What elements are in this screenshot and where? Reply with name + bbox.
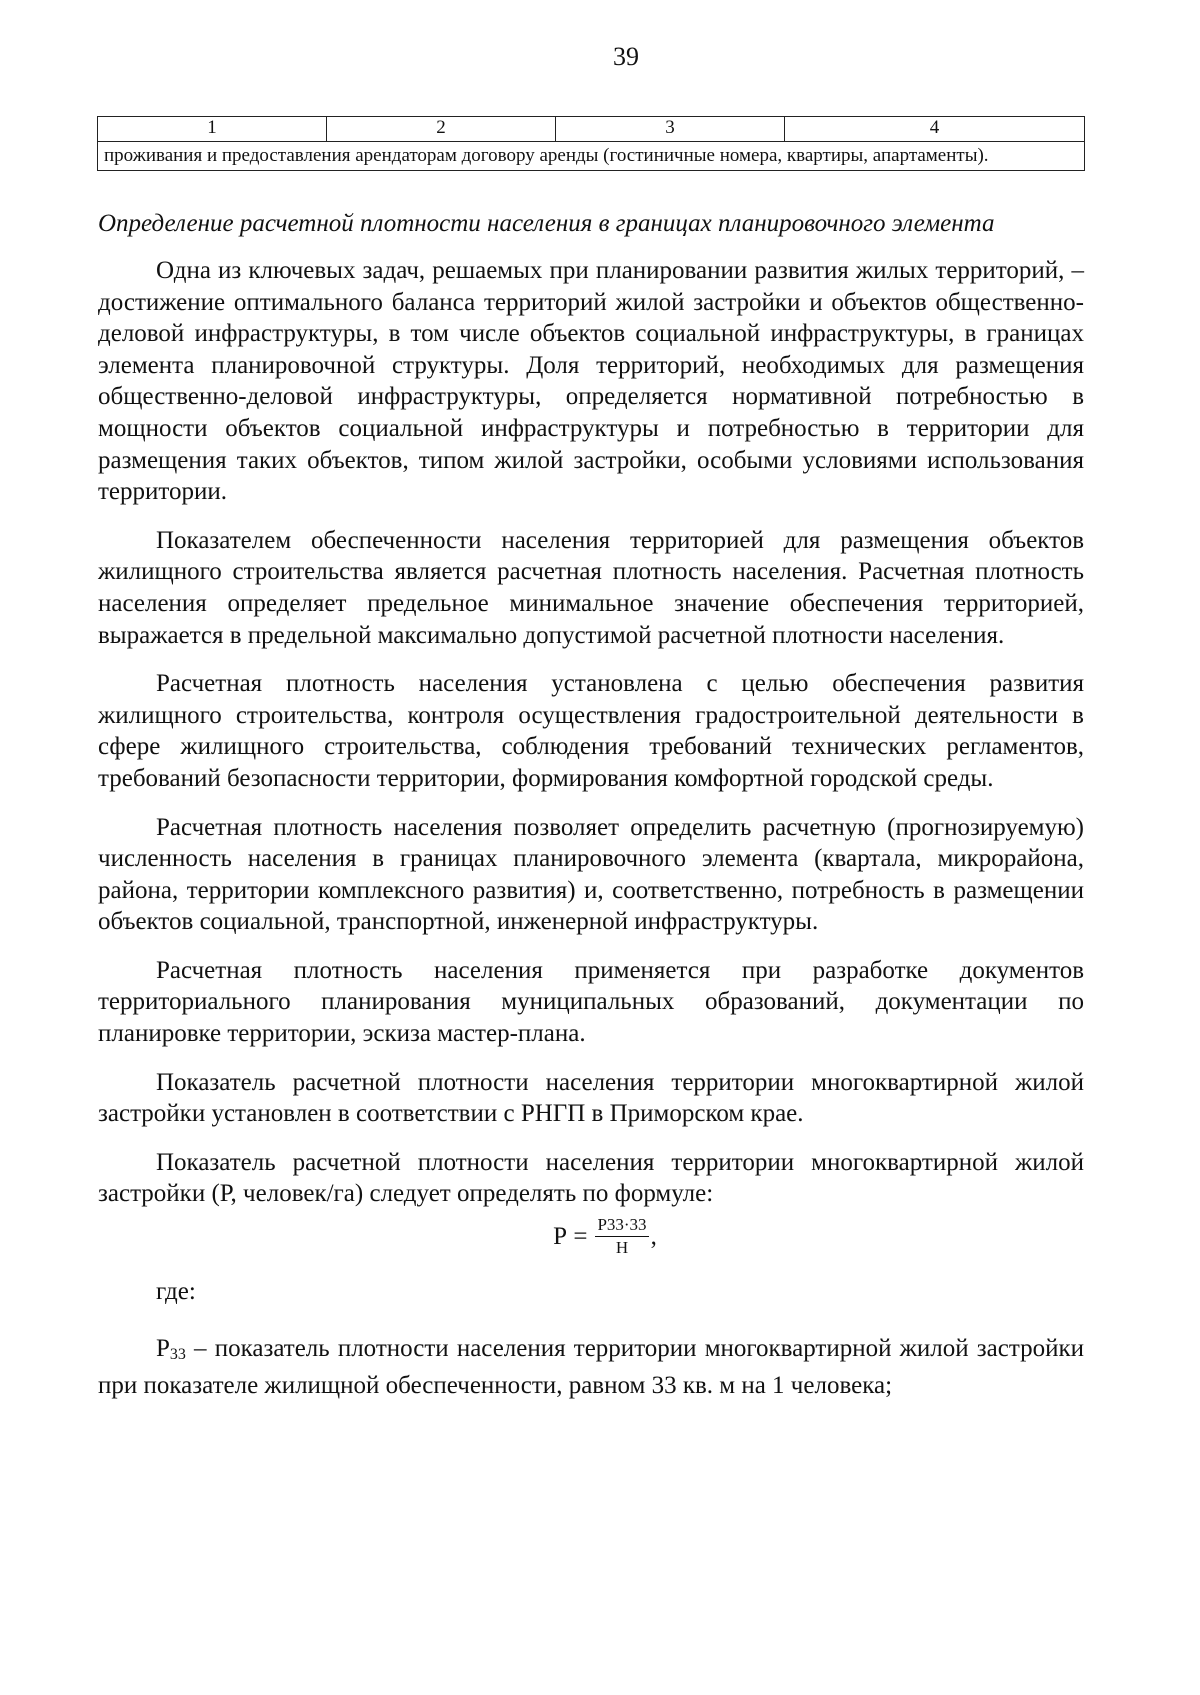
definition-text: – показатель плотности населения территории многоквартирной жилой застройки при показателе жилищной обеспеченности, равном 33 кв. м на 1 человека; (98, 1334, 1084, 1400)
paragraph: Показатель расчетной плотности населения территории многоквартирной жилой застройки установлен в соответствии с РНГП в Приморском крае. (98, 1068, 1084, 1128)
paragraph: Одна из ключевых задач, решаемых при планировании развития жилых территорий, – достижение оптимального баланса территорий жилой застройки и объектов общественно-деловой инфраструктуры, в том числе объектов социальной инфраструктуры, в границах элемента планировочной структуры. Доля территорий, необходимых для размещения общественно-деловой инфраструктуры, определяется нормативной потребностью в мощности объектов социальной инфраструктуры и потребностью в территории для размещения таких объектов, типом жилой застройки, особыми условиями использования территории. (98, 257, 1084, 506)
definition-symbol-subscript: 33 (169, 1345, 186, 1363)
table-header-row (98, 117, 1085, 142)
section-title: Определение расчетной плотности населения в границах планировочного элемента (98, 210, 995, 237)
formula-numerator: Р33·33 (595, 1215, 648, 1237)
paragraph: Расчетная плотность населения применяется при разработке документов территориального планирования муниципальных образований, документации по планировке территории, эскиза мастер-плана. (98, 956, 1084, 1048)
definition-symbol: Р (156, 1334, 170, 1362)
table-header-cell: 2 (327, 117, 556, 142)
document-body (98, 207, 1084, 1402)
table-header-cell: 3 (556, 117, 785, 142)
formula-fraction (595, 1215, 648, 1258)
definition-item (98, 1333, 1084, 1402)
table-header-cell: 1 (98, 117, 327, 142)
formula-lhs: Р = (553, 1222, 588, 1250)
formula-trailing: , (650, 1222, 657, 1250)
paragraph: Показателем обеспеченности населения территорией для размещения объектов жилищного строительства является расчетная плотность населения. Расчетная плотность населения определяет предельное минимальное значение обеспечения территорией, выражается в предельной максимально допустимой расчетной плотности населения. (98, 526, 1084, 649)
formula-denominator: Н (615, 1238, 629, 1258)
page-number: 39 (613, 42, 639, 71)
paragraph: Расчетная плотность населения установлена с целью обеспечения развития жилищного строительства, контроля осуществления градостроительной деятельности в сфере жилищного строительства, соблюдения требований технических регламентов, требований безопасности территории, формирования комфортной городской среды. (98, 670, 1084, 792)
paragraph: Показатель расчетной плотности населения территории многоквартирной жилой застройки (Р, человек/га) следует определять по формуле: (98, 1148, 1084, 1208)
where-label: где: (156, 1278, 196, 1306)
density-formula (98, 1215, 1084, 1258)
table-continuation-cell: проживания и предоставления арендаторам договору аренды (гостиничные номера, квартиры, апартаменты). (98, 142, 1085, 171)
table-row (98, 142, 1085, 171)
paragraph: Расчетная плотность населения позволяет определить расчетную (прогнозируемую) численность населения в границах планировочного элемента (квартала, микрорайона, района, территории комплексного развития) и, соответственно, потребность в размещении объектов социальной, транспортной, инженерной инфраструктуры. (98, 813, 1084, 936)
continuation-table (97, 116, 1085, 171)
table-header-cell: 4 (785, 117, 1085, 142)
